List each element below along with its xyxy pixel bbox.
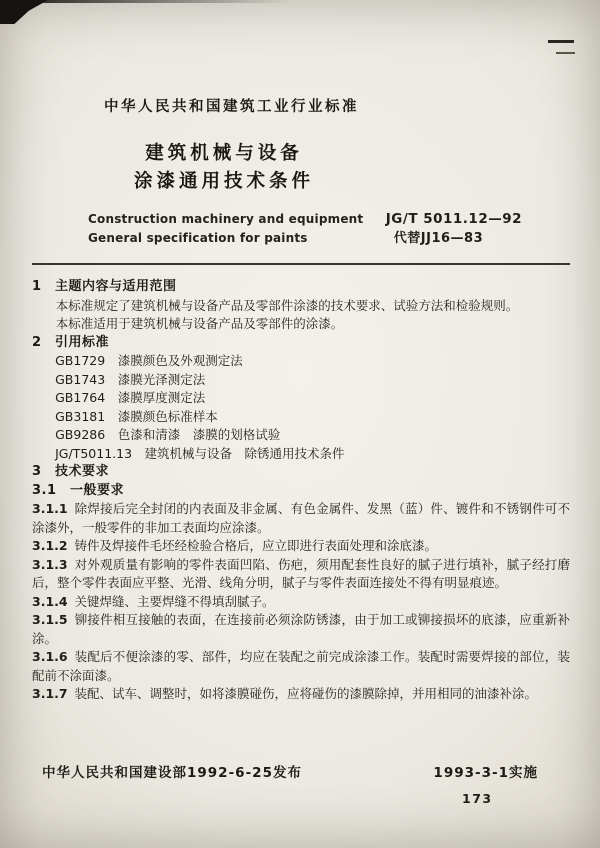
section-3-1-heading: 3.1 一般要求 [32, 482, 125, 498]
clause-text: 装配后不便涂漆的零、部件，均应在装配之前完成涂漆工作。装配时需要焊接的部位，装配前不涂面漆。 [32, 649, 570, 683]
replaces-note: 代替JJ16—83 [393, 231, 484, 246]
document-title-line2: 涂漆通用技术条件 [133, 171, 314, 192]
clause-3-1-5 [32, 611, 570, 648]
clause-number: 3.1.5 [32, 612, 68, 627]
clause-number: 3.1.1 [32, 501, 68, 516]
reference-item: JG/T5011.13 建筑机械与设备 除锈通用技术条件 [55, 445, 345, 461]
clause-text: 铆接件相互接触的表面，在连接前必须涂防锈漆，由于加工或铆接损坏的底漆，应重新补涂。 [32, 612, 570, 646]
document-title [32, 140, 416, 196]
standard-number: JG/T 5011.12—92 [385, 211, 522, 227]
clause-number: 3.1.6 [32, 649, 68, 664]
clause-text: 铸件及焊接件毛坯经检验合格后，应立即进行表面处理和涂底漆。 [74, 538, 437, 553]
reference-item: GB1729 漆膜颜色及外观测定法 [55, 353, 243, 368]
standard-number-block [386, 210, 522, 248]
clause-text: 除焊接后完全封闭的内表面及非金属、有色金属件、发黑（蓝）件、镀件和不锈钢件可不涂漆外，一般零件的非加工表面均应涂漆。 [32, 501, 570, 535]
section-1-para-1: 本标准规定了建筑机械与设备产品及零部件涂漆的技术要求、试验方法和检验规则。 [55, 297, 519, 313]
clause-text: 对外观质量有影响的零件表面凹陷、伤疤，须用配套性良好的腻子进行填补，腻子经打磨后，整个零件表面应平整、光滑、线角分明，腻子与零件表面连接处不得有明显痕迹。 [32, 556, 570, 590]
footer-implemented: 1993-3-1实施 [433, 765, 538, 781]
page-number: 173 [462, 791, 493, 806]
title-meta-row [32, 210, 570, 248]
clause-3-1-4 [32, 593, 570, 612]
section-2-heading: 2 引用标准 [32, 334, 110, 350]
clause-3-1-6 [32, 648, 570, 685]
section-3-heading: 3 技术要求 [32, 464, 110, 479]
english-title-line2: General specification for paints [88, 231, 308, 245]
clause-3-1-1 [32, 500, 570, 537]
footer [42, 761, 538, 781]
clause-number: 3.1.3 [32, 556, 68, 572]
clause-text: 关键焊缝、主要焊缝不得填刮腻子。 [74, 593, 275, 609]
clause-3-1-2 [32, 537, 570, 556]
clause-number: 3.1.7 [32, 686, 68, 701]
footer-issued: 中华人民共和国建设部1992-6-25发布 [42, 765, 302, 781]
reference-item: GB9286 色漆和清漆 漆膜的划格试验 [55, 427, 281, 442]
document-title-line1: 建筑机械与设备 [145, 143, 303, 164]
english-title-line1: Construction machinery and equipment [88, 212, 364, 226]
english-title [88, 210, 363, 248]
reference-item: GB3181 漆膜颜色标准样本 [55, 408, 218, 424]
clause-3-1-7 [32, 685, 570, 704]
clause-text: 装配、试车、调整时，如将漆膜碰伤，应将碰伤的漆膜除掉，并用相同的油漆补涂。 [74, 686, 537, 701]
header-divider [32, 263, 570, 265]
reference-item: GB1764 漆膜厚度测定法 [55, 390, 206, 405]
section-1-heading: 1 主题内容与适用范围 [32, 279, 177, 294]
standard-class-heading: 中华人民共和国建筑工业行业标准 [104, 99, 359, 115]
clause-number: 3.1.2 [32, 538, 68, 553]
document-body [32, 278, 570, 704]
section-1-para-2: 本标准适用于建筑机械与设备产品及零部件的涂漆。 [55, 316, 344, 331]
reference-item: GB1743 漆膜光泽测定法 [55, 371, 206, 387]
clause-number: 3.1.4 [32, 593, 68, 609]
clause-3-1-3 [32, 556, 570, 593]
